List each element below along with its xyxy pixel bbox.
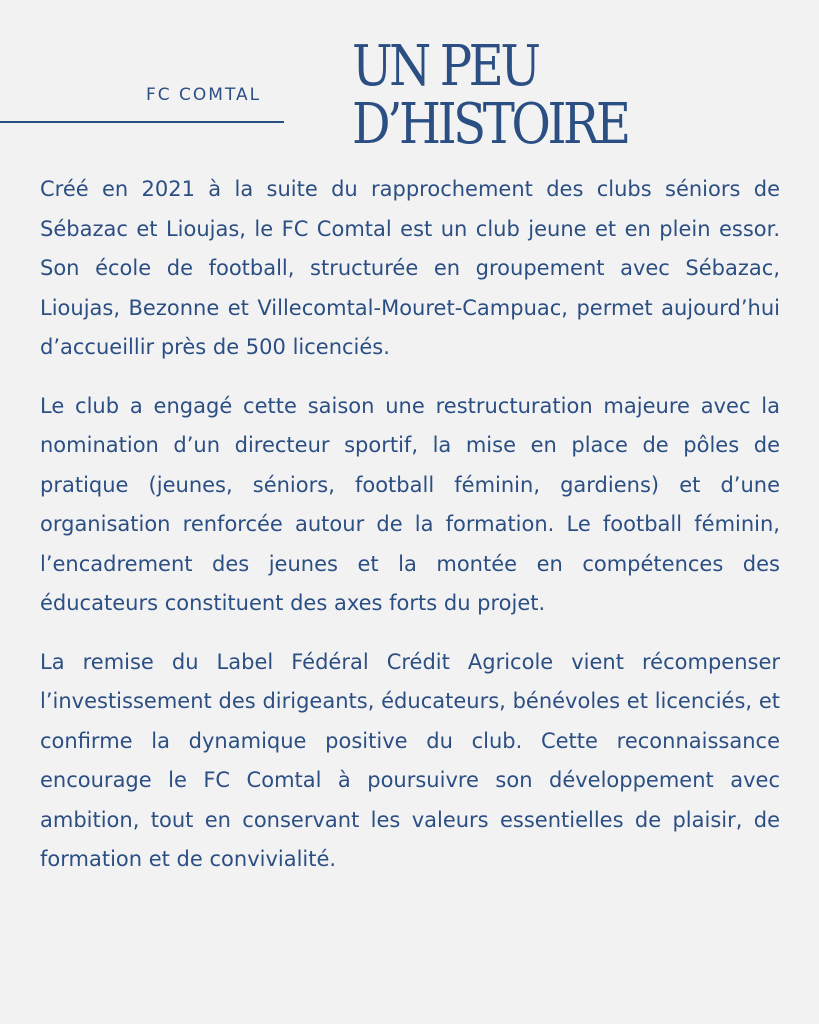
club-kicker: FC COMTAL xyxy=(146,85,262,105)
title-line-1: UN PEU xyxy=(352,34,538,99)
page-title xyxy=(352,34,628,157)
paragraph-2: Le club a engagé cette saison une restructuration majeure avec la nomination d’un directeur sportif, la mise en place de pôles de pratique (jeunes, séniors, football féminin, gardiens) et d’une organisation renforcée autour de la formation. Le football féminin, l’encadrement des jeunes et la montée en compétences des éducateurs constituent des axes forts du projet. xyxy=(40,393,780,615)
title-line-2: D’HISTOIRE xyxy=(352,92,628,157)
paragraph-3: La remise du Label Fédéral Crédit Agricole vient récompenser l’investissement des dirigeants, éducateurs, bénévoles et licenciés, et confirme la dynamique positive du club. Cette reconnaissance encourage le FC Comtal à poursuivre son développement avec ambition, tout en conservant les valeurs essentielles de plaisir, de formation et de convivialité. xyxy=(40,649,780,871)
paragraph-1: Créé en 2021 à la suite du rapprochement des clubs séniors de Sébazac et Lioujas, le FC Comtal est un club jeune et en plein essor. Son école de football, structurée en groupement avec Sébazac, Lioujas, Bezonne et Villecomtal-Mouret-Campuac, permet aujourd’hui d’accueillir près de 500 licenciés. xyxy=(40,177,780,359)
header-divider xyxy=(0,121,284,123)
history-text xyxy=(40,170,780,899)
